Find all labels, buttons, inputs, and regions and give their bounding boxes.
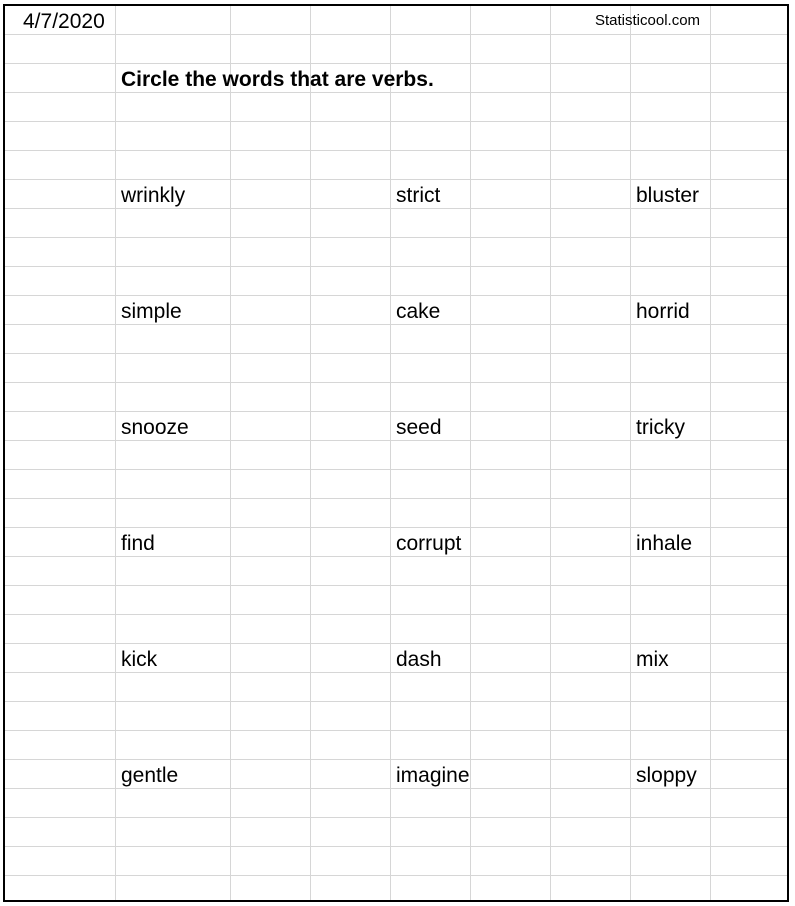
word-cell: sloppy: [636, 764, 697, 787]
word-cell: gentle: [121, 764, 179, 787]
word-cell: tricky: [636, 416, 685, 439]
column-gridline: [710, 6, 711, 900]
column-gridline: [630, 6, 631, 900]
column-gridline: [470, 6, 471, 900]
instruction-heading: Circle the words that are verbs.: [121, 68, 434, 91]
word-cell: snooze: [121, 416, 189, 439]
word-cell: cake: [396, 300, 441, 323]
column-gridline: [390, 6, 391, 900]
column-gridline: [310, 6, 311, 900]
source-cell: Statisticool.com: [595, 12, 701, 29]
worksheet: [3, 4, 789, 902]
word-cell: inhale: [636, 532, 693, 555]
word-cell: corrupt: [396, 532, 462, 555]
word-cell: imagine: [396, 764, 470, 787]
word-cell: horrid: [636, 300, 690, 323]
word-cell: bluster: [636, 184, 700, 207]
column-gridline: [230, 6, 231, 900]
word-cell: mix: [636, 648, 669, 671]
word-cell: wrinkly: [121, 184, 186, 207]
word-cell: strict: [396, 184, 441, 207]
column-gridline: [115, 6, 116, 900]
word-cell: find: [121, 532, 155, 555]
date-cell: 4/7/2020: [23, 10, 105, 33]
column-gridline: [550, 6, 551, 900]
word-cell: seed: [396, 416, 442, 439]
word-cell: kick: [121, 648, 158, 671]
word-cell: dash: [396, 648, 442, 671]
word-cell: simple: [121, 300, 182, 323]
